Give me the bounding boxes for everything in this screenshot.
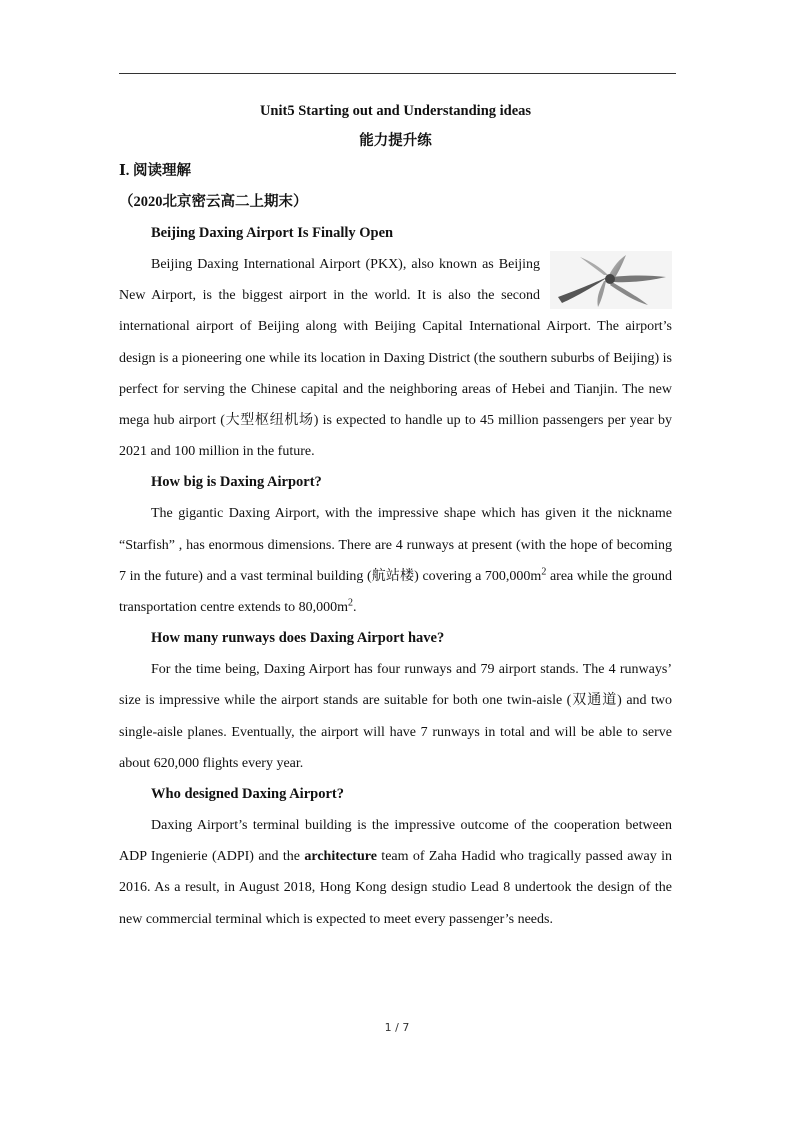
article-title: Beijing Daxing Airport Is Finally Open	[151, 225, 394, 241]
paragraph-1-text: Beijing Daxing International Airport (PKX), also known as Beijing New Airport, is the biggest airport in the world. It is also the second international airport of Beijing along with Beijing Capital International Airport. The airport’s design is a pioneering one while its location in Daxing District (the southern suburbs of Beijing) is perfect for serving the Chinese capital and the neighboring areas of Hebei and Tianjin. The new mega hub airport (大型枢纽机场) is expected to handle up to 45 million passengers per year by 2021 and 100 million in the future.	[119, 257, 672, 460]
heading-runways: How many runways does Daxing Airport have?	[151, 630, 445, 647]
paragraph-4	[119, 810, 672, 935]
paragraph-4-text-b: team of Zaha Hadid who tragically passed away in 2016. As a result, in August 2018, Hong Kong design studio Lead 8 undertook the design of the new commercial terminal which is expected to meet every passenger’s needs.	[119, 849, 672, 927]
paragraph-2-text-b: area while the ground transportation centre extends to 80,000m	[119, 568, 672, 616]
document-title: Unit5 Starting out and Understanding ideas	[259, 103, 532, 119]
heading-how-big: How big is Daxing Airport?	[151, 474, 322, 491]
document-subtitle: 能力提升练	[359, 133, 432, 149]
page-number: 1 / 7	[384, 1021, 410, 1034]
paragraph-2-text-c: .	[353, 600, 357, 616]
paragraph-2-text-a: The gigantic Daxing Airport, with the impressive shape which has given it the nickname “Starfish” , has enormous dimensions. There are 4 runways at present (with the hope of becoming 7 in the future) and a vast terminal building (航站楼) covering a 700,000m	[119, 506, 672, 584]
paragraph-1	[119, 249, 672, 467]
keyword-architecture: architecture	[304, 849, 377, 865]
source-note: （2020北京密云高二上期末）	[119, 194, 308, 210]
document-body	[119, 96, 672, 935]
paragraph-2	[119, 498, 672, 623]
paragraph-4-text-a: Daxing Airport’s terminal building is the impressive outcome of the cooperation between ADP Ingenierie (ADPI) and the	[119, 818, 672, 865]
heading-designer: Who designed Daxing Airport?	[151, 786, 344, 803]
superscript-2: 2	[348, 597, 353, 609]
section-heading: Ⅰ. 阅读理解	[119, 163, 192, 179]
paragraph-3: For the time being, Daxing Airport has four runways and 79 airport stands. The 4 runways’ size is impressive while the airport stands are suitable for both one twin-aisle (双通道) and two single-aisle planes. Eventually, the airport will have 7 runways in total and will be able to serve about 620,000 flights every year.	[119, 662, 672, 771]
superscript-1: 2	[541, 566, 547, 578]
airport-starfish-image	[550, 251, 672, 309]
header-rule	[119, 73, 676, 74]
